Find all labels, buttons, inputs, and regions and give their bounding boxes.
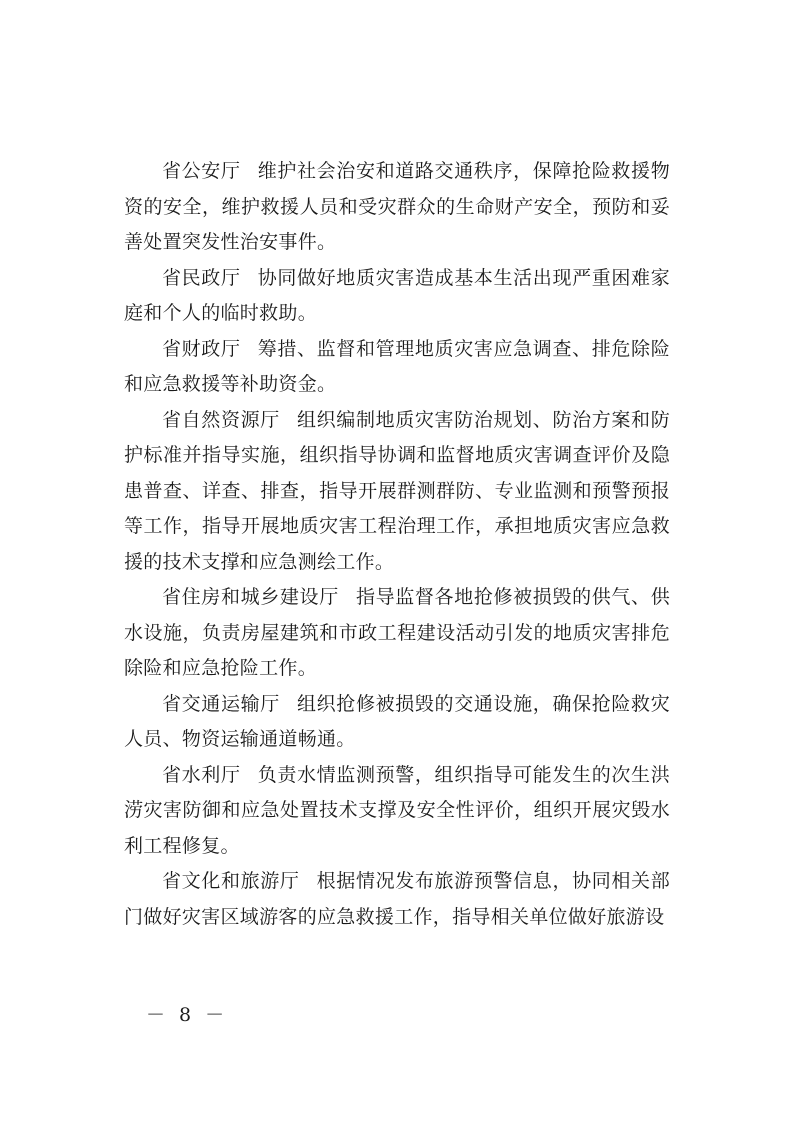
- paragraph-civil-affairs: [124, 261, 670, 332]
- department-name: 省住房和城乡建设厅: [162, 586, 339, 608]
- department-name: 省文化和旅游厅: [162, 870, 300, 892]
- department-duty: 组织编制地质灾害防治规划、防治方案和防护标准并指导实施，组织指导协调和监督地质灾害调查评价及隐患普查、详查、排查，指导开展群测群防、专业监测和预警预报等工作，指导开展地质灾害工程治理工作，承担地质灾害应急救援的技术支撑和应急测绘工作。: [124, 408, 670, 573]
- department-duty: 负责水情监测预警，组织指导可能发生的次生洪涝灾害防御和应急处置技术支撑及安全性评价，组织开展灾毁水利工程修复。: [124, 763, 670, 857]
- paragraph-culture-tourism: [124, 864, 670, 935]
- department-duty: 协同做好地质灾害造成基本生活出现严重困难家庭和个人的临时救助。: [124, 266, 670, 324]
- department-name: 省自然资源厅: [162, 408, 280, 431]
- department-name: 省民政厅: [162, 266, 241, 289]
- department-name: 省水利厅: [162, 763, 241, 786]
- department-duty: 根据情况发布旅游预警信息，协同相关部门做好灾害区域游客的应急救援工作，指导相关单位做好旅游设: [124, 870, 671, 928]
- department-duty: 组织抢修被损毁的交通设施，确保抢险救灾人员、物资运输通道畅通。: [124, 692, 670, 750]
- paragraph-finance: [124, 332, 670, 403]
- department-name: 省交通运输厅: [162, 692, 280, 715]
- document-body: [124, 154, 670, 935]
- paragraph-water-resources: [124, 758, 670, 865]
- department-duty: 指导监督各地抢修被损毁的供气、供水设施，负责房屋建筑和市政工程建设活动引发的地质灾害排危除险和应急抢险工作。: [124, 586, 670, 679]
- department-duty: 维护社会治安和道路交通秩序，保障抢险救援物资的安全，维护救援人员和受灾群众的生命财产安全，预防和妥善处置突发性治安事件。: [124, 160, 670, 253]
- page-number: － 8 －: [146, 1004, 229, 1026]
- paragraph-natural-resources: [124, 403, 670, 581]
- department-name: 省财政厅: [162, 337, 241, 360]
- paragraph-housing-construction: [124, 580, 670, 687]
- department-duty: 筹措、监督和管理地质灾害应急调查、排危除险和应急救援等补助资金。: [124, 337, 670, 395]
- paragraph-public-security: [124, 154, 670, 261]
- department-name: 省公安厅: [162, 160, 241, 182]
- paragraph-transportation: [124, 687, 670, 758]
